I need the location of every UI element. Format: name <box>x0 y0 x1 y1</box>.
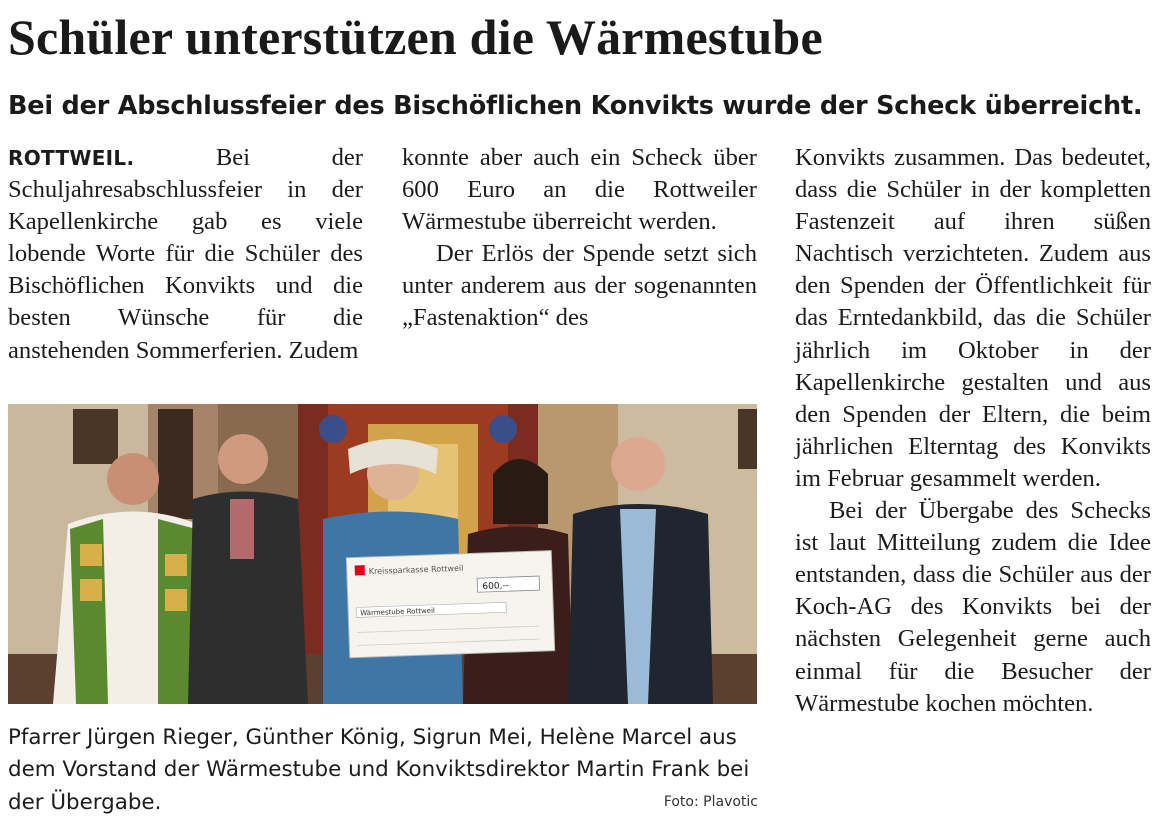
paragraph: Bei der Übergabe des Schecks ist laut Mitteilung zudem die Idee entstanden, dass die Schüler aus der Koch-AG des Konvikts bei der nächsten Gelegenheit gerne auch einmal für die Besucher der Wärmestube kochen möchten. <box>795 497 1151 717</box>
cheque-amount: 600,-- <box>482 581 510 593</box>
paragraph-text: Bei der Schuljahresabschlussfeier in der Kapellenkirche gab es viele lobende Worte für die Schüler des Bischöflichen Konvikts und die besten Wünsche für die anstehenden Sommerferien. Zudem <box>8 144 363 364</box>
article-column-2 <box>402 142 757 335</box>
paragraph: Der Erlös der Spende setzt sich unter anderem aus der sogenannten „Fastenaktion“ des <box>402 240 757 332</box>
article-photo <box>8 404 757 704</box>
paragraph: konnte aber auch ein Scheck über 600 Euro an die Rottweiler Wärmestube überreicht werden. <box>402 144 757 236</box>
paragraph: Konvikts zusammen. Das bedeutet, dass die Schüler in der kompletten Fastenzeit auf ihren süßen Nachtisch verzichteten. Zudem aus den Spenden der Öffentlichkeit für das Erntedankbild, das die Schüler jährlich im Oktober in der Kapellenkirche gestalten und aus den Spenden der Eltern, die beim jährlichen Elterntag des Konvikts im Februar gesammelt werden. <box>795 144 1151 492</box>
paragraph <box>8 142 363 367</box>
subheadline: Bei der Abschlussfeier des Bischöflichen Konvikts wurde der Scheck überreicht. <box>8 91 1143 121</box>
cheque-bank: Kreissparkasse Rottweil <box>368 563 464 577</box>
article-column-1 <box>8 142 363 367</box>
photo-caption: Pfarrer Jürgen Rieger, Günther König, Sigrun Mei, Helène Marcel aus dem Vorstand der Wärmestube und Konviktsdirektor Martin Frank bei der Übergabe. <box>8 725 750 815</box>
photo-credit: Foto: Plavotic <box>663 794 758 810</box>
cheque-payee: Wärmestube Rottweil <box>360 606 436 618</box>
dateline: ROTTWEIL. <box>8 146 135 170</box>
headline: Schüler unterstützen die Wärmestube <box>8 9 823 65</box>
article-column-3 <box>795 142 1151 720</box>
